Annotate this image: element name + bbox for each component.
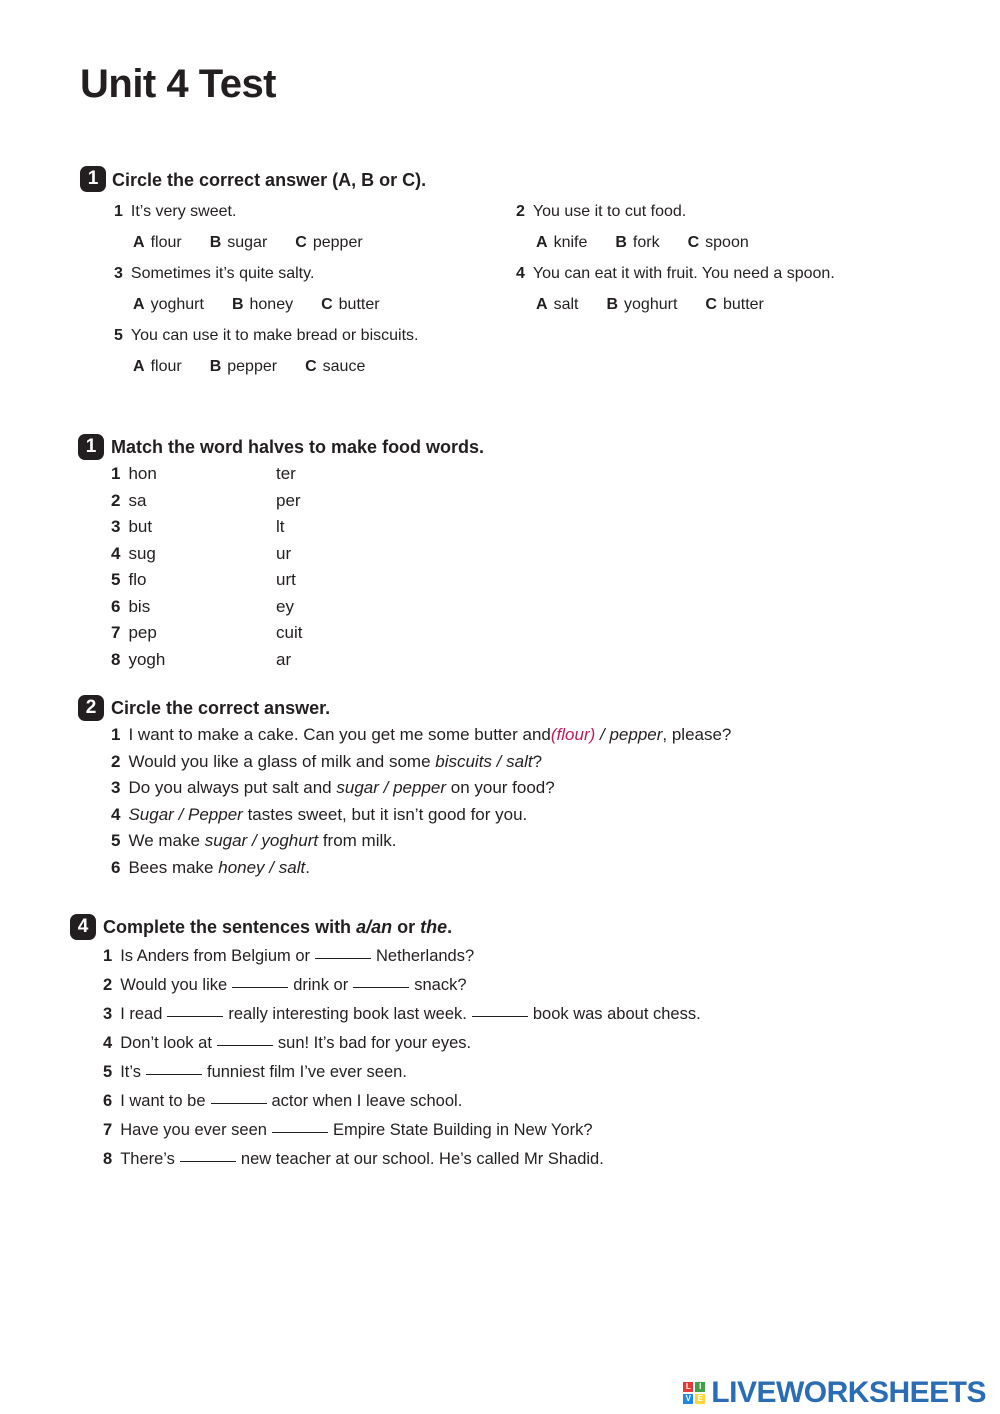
match-right-item[interactable]: lt	[276, 517, 285, 536]
gap-sentence-1	[103, 947, 474, 966]
option-letter: C	[305, 358, 317, 375]
word-half: bis	[128, 596, 151, 616]
match-right-item[interactable]: ar	[276, 649, 292, 669]
option-c[interactable]	[688, 234, 749, 252]
sentence-part: Is Anders from Belgium or	[120, 947, 311, 965]
item-number: 1	[111, 464, 121, 483]
sentence-part: snack?	[414, 976, 467, 994]
item-number: 6	[111, 596, 121, 616]
option-letter: A	[133, 296, 145, 313]
word-half: hon	[128, 464, 157, 483]
option-letter: C	[295, 234, 307, 251]
option-text: sugar	[227, 234, 268, 251]
choice-1[interactable]: sugar	[336, 778, 379, 798]
options-2	[536, 234, 777, 252]
gap-sentence-4	[103, 1034, 471, 1053]
choice-separator: /	[264, 858, 279, 877]
sentence-part: actor when I leave school.	[271, 1092, 463, 1110]
item-number: 6	[103, 1092, 113, 1110]
options-1	[133, 234, 391, 252]
choice-separator: /	[247, 831, 262, 851]
sentence-part: really interesting book last week.	[228, 1005, 467, 1023]
sentence-part: drink or	[293, 976, 349, 994]
section-badge-1: 1	[80, 166, 106, 192]
answer-blank[interactable]	[272, 1131, 328, 1133]
options-5	[133, 358, 393, 376]
option-b[interactable]	[210, 234, 268, 252]
option-text: fork	[632, 234, 660, 251]
sentence-part: book was about chess.	[532, 1005, 701, 1023]
item-number: 8	[111, 649, 121, 669]
liveworksheets-logo	[683, 1376, 986, 1410]
option-a[interactable]	[133, 358, 182, 376]
match-right-item[interactable]: cuit	[276, 623, 303, 642]
choice-2[interactable]: salt	[506, 751, 533, 771]
question-2	[516, 203, 686, 221]
option-letter: A	[536, 234, 548, 251]
item-number: 4	[103, 1034, 113, 1052]
question-text: You use it to cut food.	[532, 203, 687, 220]
option-letter: C	[321, 296, 333, 313]
item-number: 5	[111, 570, 121, 589]
gap-sentence-5	[103, 1063, 407, 1082]
section-heading-1: Circle the correct answer (A, B or C).	[112, 170, 427, 190]
match-left-item	[111, 464, 157, 484]
match-left-item	[111, 570, 146, 590]
choice-separator: /	[173, 804, 189, 824]
option-text: flour	[150, 234, 182, 251]
option-text: flour	[150, 358, 182, 375]
logo-mark-icon	[683, 1382, 705, 1404]
logo-square: L	[683, 1382, 693, 1392]
word-half: sa	[128, 490, 147, 510]
logo-square: E	[695, 1394, 705, 1404]
option-text: pepper	[312, 234, 363, 251]
option-text: butter	[338, 296, 380, 313]
question-number: 5	[114, 327, 123, 344]
item-number: 5	[111, 831, 121, 851]
item-number: 8	[103, 1150, 113, 1168]
sentence-5	[111, 831, 396, 851]
answer-blank[interactable]	[146, 1073, 202, 1075]
sentence-part: Don’t look at	[120, 1034, 212, 1052]
choice-1[interactable]: Sugar	[128, 804, 174, 824]
choice-2[interactable]: pepper	[609, 725, 663, 744]
match-right-item[interactable]: ey	[276, 596, 294, 616]
answer-blank[interactable]	[315, 957, 371, 959]
item-number: 1	[111, 725, 121, 744]
match-left-item	[111, 650, 165, 670]
option-a[interactable]	[536, 234, 587, 252]
sentence-2	[111, 752, 542, 772]
page-title: Unit 4 Test	[80, 62, 277, 106]
option-letter: B	[209, 234, 222, 251]
sentence-start: Would you like a glass of milk and some	[128, 751, 436, 771]
word-half: sug	[128, 543, 156, 563]
question-number: 3	[114, 265, 123, 282]
option-text: salt	[553, 296, 579, 313]
sentence-part: sun! It’s bad for your eyes.	[277, 1034, 472, 1052]
logo-square: V	[683, 1394, 693, 1404]
options-4	[536, 296, 792, 314]
match-right-item[interactable]: urt	[276, 570, 296, 589]
options-3	[133, 296, 408, 314]
answer-blank[interactable]	[232, 986, 288, 988]
sentence-part: I want to be	[120, 1092, 206, 1110]
answer-blank[interactable]	[353, 986, 409, 988]
option-text: honey	[249, 296, 294, 313]
sentence-start: We make	[128, 831, 205, 851]
choice-1[interactable]: honey	[218, 858, 265, 877]
word-half: flo	[128, 570, 147, 589]
match-left-item	[111, 623, 157, 643]
gap-sentence-8	[103, 1150, 604, 1169]
word-half: yogh	[128, 649, 166, 669]
answer-blank[interactable]	[217, 1044, 273, 1046]
sentence-end: .	[305, 858, 310, 877]
option-letter: C	[687, 234, 700, 251]
question-number: 2	[516, 203, 525, 220]
section-heading-3: Circle the correct answer.	[111, 698, 331, 718]
sentence-end: ?	[532, 751, 543, 771]
sentence-4	[111, 805, 527, 825]
sentence-6	[111, 858, 310, 878]
option-b[interactable]	[232, 296, 293, 314]
match-right-item[interactable]: ur	[276, 543, 292, 563]
section-heading-2: Match the word halves to make food words.	[111, 437, 485, 457]
option-b[interactable]	[606, 296, 677, 314]
sentence-end: on your food?	[446, 778, 555, 798]
choice-2[interactable]: pepper	[393, 778, 447, 798]
item-number: 3	[103, 1005, 113, 1023]
question-5	[114, 327, 418, 345]
option-letter: A	[536, 296, 548, 313]
section-badge-4: 4	[70, 914, 96, 940]
option-letter: C	[705, 296, 717, 313]
match-left-item	[111, 544, 156, 564]
option-a[interactable]	[536, 296, 578, 314]
option-a[interactable]	[133, 296, 204, 314]
option-text: butter	[722, 296, 764, 313]
sentence-part: Netherlands?	[376, 947, 475, 965]
item-number: 3	[111, 778, 121, 798]
choice-1[interactable]: sugar	[204, 831, 248, 851]
sentence-part: new teacher at our school. He’s called Mr Shadid.	[240, 1150, 604, 1168]
option-text: knife	[553, 234, 588, 251]
sentence-part: I read	[120, 1005, 163, 1023]
item-number: 2	[103, 976, 113, 994]
item-number: 2	[111, 490, 121, 510]
option-text: yoghurt	[150, 296, 204, 313]
gap-sentence-3	[103, 1005, 701, 1024]
item-number: 3	[111, 517, 121, 536]
item-number: 7	[103, 1121, 113, 1139]
gap-sentence-2	[103, 976, 467, 995]
option-letter: B	[231, 296, 244, 313]
option-text: spoon	[705, 234, 749, 251]
logo-square: I	[695, 1382, 705, 1392]
item-number: 6	[111, 858, 121, 877]
question-4	[516, 265, 835, 283]
choice-2[interactable]: yoghurt	[261, 831, 319, 851]
option-a[interactable]	[133, 234, 182, 252]
sentence-part: Empire State Building in New York?	[332, 1121, 593, 1139]
choice-1[interactable]: biscuits	[435, 751, 492, 771]
choice-2[interactable]: Pepper	[188, 804, 243, 824]
option-text: yoghurt	[624, 296, 678, 313]
question-text: You can eat it with fruit. You need a spoon.	[532, 265, 835, 282]
section-badge-3: 2	[78, 695, 104, 721]
choice-2[interactable]: salt	[278, 858, 306, 877]
match-right-item[interactable]: ter	[276, 464, 296, 483]
sentence-part: There’s	[120, 1150, 175, 1168]
answer-blank[interactable]	[180, 1160, 236, 1162]
section-badge-2: 1	[78, 434, 104, 460]
question-number: 4	[516, 265, 525, 282]
item-number: 5	[103, 1063, 113, 1081]
sentence-part: Have you ever seen	[120, 1121, 267, 1139]
question-text: It’s very sweet.	[130, 203, 237, 220]
sentence-start: Do you always put salt and	[128, 778, 337, 798]
answer-blank[interactable]	[472, 1015, 528, 1017]
sentence-start: Bees make	[128, 858, 219, 877]
option-text: pepper	[227, 358, 278, 375]
question-text: Sometimes it’s quite salty.	[130, 265, 315, 282]
choice-1[interactable]: (flour)	[550, 725, 596, 744]
choice-separator: /	[491, 751, 507, 771]
sentence-1	[111, 725, 731, 745]
item-number: 4	[111, 543, 121, 563]
section-heading-4: Complete the sentences with a/an or the.	[103, 917, 453, 937]
option-b[interactable]	[615, 234, 659, 252]
question-number: 1	[114, 203, 123, 220]
match-left-item	[111, 491, 146, 511]
option-b[interactable]	[210, 358, 277, 376]
option-letter: B	[615, 234, 627, 251]
item-number: 4	[111, 804, 121, 824]
word-half: pep	[128, 623, 157, 642]
match-left-item	[111, 597, 150, 617]
question-1	[114, 203, 236, 221]
option-letter: B	[606, 296, 619, 313]
sentence-part: It’s	[120, 1063, 141, 1081]
question-text: You can use it to make bread or biscuits.	[130, 327, 419, 344]
choice-separator: /	[378, 778, 394, 798]
item-number: 2	[111, 751, 121, 771]
match-right-item[interactable]: per	[276, 490, 301, 510]
sentence-end: , please?	[662, 725, 732, 744]
option-letter: B	[209, 358, 222, 375]
gap-sentence-6	[103, 1092, 462, 1111]
match-left-item	[111, 517, 152, 537]
sentence-part: funniest film I’ve ever seen.	[206, 1063, 407, 1081]
sentence-start: I want to make a cake. Can you get me some butter and	[128, 725, 551, 744]
option-text: sauce	[322, 358, 366, 375]
answer-blank[interactable]	[211, 1102, 267, 1104]
item-number: 1	[103, 947, 113, 965]
item-number: 7	[111, 623, 121, 642]
gap-sentence-7	[103, 1121, 593, 1140]
option-c[interactable]	[295, 234, 362, 252]
option-letter: A	[133, 358, 145, 375]
option-c[interactable]	[705, 296, 763, 314]
logo-text: LIVEWORKSHEETS	[711, 1376, 986, 1409]
sentence-end: from milk.	[318, 831, 397, 851]
option-letter: A	[133, 234, 145, 251]
sentence-part: Would you like	[120, 976, 228, 994]
choice-separator: /	[595, 725, 610, 744]
sentence-end: tastes sweet, but it isn’t good for you.	[242, 804, 528, 824]
question-3	[114, 265, 314, 283]
option-c[interactable]	[321, 296, 379, 314]
word-half: but	[128, 517, 153, 536]
sentence-3	[111, 778, 555, 798]
answer-blank[interactable]	[167, 1015, 223, 1017]
option-c[interactable]	[305, 358, 365, 376]
